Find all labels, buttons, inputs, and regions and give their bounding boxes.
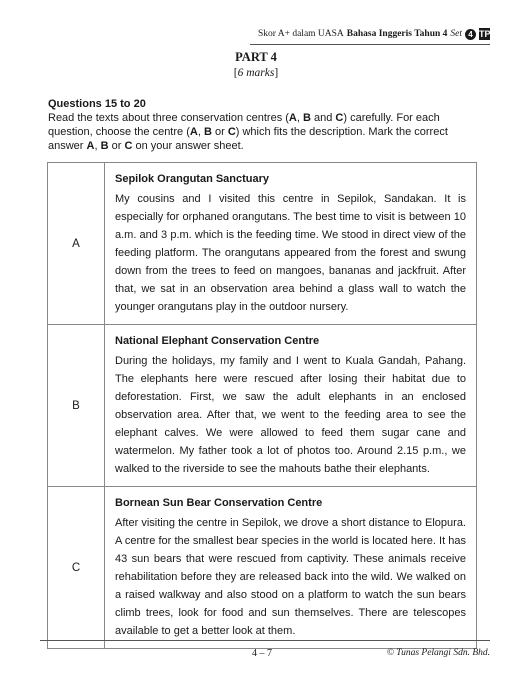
centre-title: Sepilok Orangutan Sanctuary [115,173,270,185]
centre-text: During the holidays, my family and I went to Kuala Gandah, Pahang. The elephants here were rescued after losing their habitat due to deforestation. First, we saw the adult elephants in an enclosed observation area. After that, we went to the feeding area to see the elephant calves. We were allowed to feed them sugar cane and watermelon. My father took a lot of photos too. Around 2.15 p.m., we walked to the riverside to see the mahouts bathe their elephants. [115,355,466,475]
instr-text: , [94,140,101,152]
centre-content [105,325,477,487]
instr-text: or [108,140,125,152]
instr-text: on your answer sheet. [132,140,244,152]
set-number-badge: 4 [465,29,476,40]
instr-text: and [310,112,336,124]
centre-title: Bornean Sun Bear Conservation Centre [115,497,323,509]
option-letter: A [189,126,198,138]
header-divider [250,44,490,45]
header-book-title: Bahasa Inggeris Tahun 4 [346,29,448,39]
marks-bracket-open: [ [233,67,238,79]
page-header [258,28,490,40]
marks-value: 6 marks [237,67,275,79]
instr-text: , [296,112,303,124]
centre-letter: B [48,325,105,487]
option-letter: B [203,126,212,138]
centre-row-c [48,487,477,649]
option-letter: C [124,140,133,152]
instr-text: ) carefully. For each question, choose the centre ( [48,112,440,138]
publisher-logo-icon: TP [479,29,491,39]
option-letter: B [100,140,109,152]
instr-text: , [197,126,204,138]
centre-content [105,163,477,325]
header-series: Skor A+ dalam UASA [257,29,344,39]
questions-heading: Questions 15 to 20 [48,98,146,110]
centre-letter: C [48,487,105,649]
instr-text: Read the texts about three conservation centres ( [48,112,289,124]
centres-table [47,162,477,649]
instr-text: or [211,126,228,138]
option-letter: A [86,140,95,152]
marks-label [0,67,512,79]
part-title: PART 4 [235,50,277,64]
marks-bracket-close: ] [274,67,279,79]
centre-text: After visiting the centre in Sepilok, we drove a short distance to Elopura. A centre for the smallest bear species in the world is located here. It has 43 sun bears that were rescued from captivity. These animals receive rehabilitation before they are released back into the wild. We walked on a raised walkway and also stood on a platform to watch the sun bears climb trees, look for food and sun themselves. There are telescopes available to get a better look at them. [115,517,466,637]
option-letter: B [303,112,311,124]
centre-letter: A [48,163,105,325]
centre-text: My cousins and I visited this centre in Sepilok, Sandakan. It is especially for orphaned orangutans. The best time to visit is between 10 a.m. and 3 p.m. which is the feeding time. We stood in direct view of the feeding platform. The orangutans appeared from the forest and swung down from the trees to feed on mangoes, bananas and jackfruit. After that, we sat in an observation area behind a glass wall to watch the younger orangutans play in the outdoor nursery. [115,193,466,313]
option-letter: A [288,112,297,124]
option-letter: C [335,112,344,124]
centre-row-b [48,325,477,487]
centre-content [105,487,477,649]
header-set-label: Set [450,29,462,39]
page-number: 4 – 7 [252,648,272,659]
instr-text: ) which fits the description. Mark the correct answer [48,126,448,152]
centre-row-a [48,163,477,325]
publisher-credit: © Tunas Pelangi Sdn. Bhd. [386,648,490,658]
instructions [48,111,476,153]
option-letter: C [227,126,236,138]
centre-title: National Elephant Conservation Centre [115,335,320,347]
footer-divider [40,640,490,641]
